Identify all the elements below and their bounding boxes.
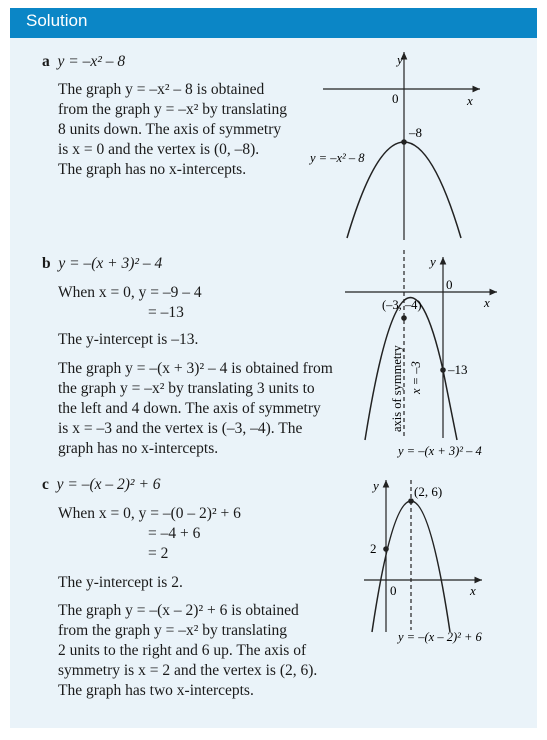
graph-b-vertex-dot <box>401 315 407 321</box>
part-c-work-line: = 2 <box>148 545 169 562</box>
graph-c-y-label: y <box>373 478 379 493</box>
graph-c-x-label: x <box>470 583 476 598</box>
part-b-line: the graph y = –x² by translating 3 units to <box>58 380 315 397</box>
part-c-line: from the graph y = –x² by translating <box>58 622 288 639</box>
part-c-label: c <box>42 476 49 493</box>
graph-c-y-intercept-label: 2 <box>370 541 377 556</box>
graph-b-vertex-label: (–3, –4) <box>382 298 422 312</box>
part-b-equation: y = –(x + 3)² – 4 <box>58 255 163 272</box>
graph-c-vertex-dot <box>408 498 414 504</box>
part-c-line: The graph has two x-intercepts. <box>58 682 254 699</box>
part-c-intercept: The y-intercept is 2. <box>58 574 183 591</box>
graph-a-x-label: x <box>467 93 473 108</box>
graph-a-y-label: y <box>397 52 403 67</box>
graph-c-curve-label: y = –(x – 2)² + 6 <box>398 630 482 644</box>
graph-c-origin: 0 <box>390 583 397 598</box>
part-a-line: 8 units down. The axis of symmetry <box>58 121 282 138</box>
part-c-work-line: When x = 0, y = –(0 – 2)² + 6 <box>58 505 241 522</box>
graph-b <box>345 250 497 458</box>
part-c-line: 2 units to the right and 6 up. The axis of <box>58 642 307 659</box>
graph-b-y-label: y <box>430 254 436 269</box>
part-b-line: is x = –3 and the vertex is (–3, –4). The <box>58 420 303 437</box>
part-a-line: The graph has no x-intercepts. <box>58 161 247 178</box>
graph-b-axis-label: axis of symmetry <box>390 345 404 432</box>
part-c-line: The graph y = –(x – 2)² + 6 is obtained <box>58 602 299 619</box>
part-b-label: b <box>42 255 51 272</box>
part-a-equation: y = –x² – 8 <box>57 53 126 70</box>
graph-a-origin: 0 <box>392 91 399 106</box>
graph-b-y-intercept-label: –13 <box>448 362 468 377</box>
graph-b-y-intercept-dot <box>440 367 446 373</box>
part-c-work-line: = –4 + 6 <box>148 525 201 542</box>
graph-b-curve-label: y = –(x + 3)² – 4 <box>398 444 482 458</box>
part-c-line: symmetry is x = 2 and the vertex is (2, 6). <box>58 662 318 679</box>
part-b-line: The graph y = –(x + 3)² – 4 is obtained from <box>58 360 333 377</box>
part-a-line: from the graph y = –x² by translating <box>58 101 288 118</box>
part-b-line: graph has no x-intercepts. <box>58 440 219 457</box>
graph-b-x-label: x <box>484 295 490 310</box>
part-b-intercept: The y-intercept is –13. <box>58 331 199 348</box>
graph-c <box>364 478 483 644</box>
solution-title: Solution <box>26 11 88 30</box>
part-b-work-line: = –13 <box>148 304 184 321</box>
graph-c-y-intercept-dot <box>383 546 389 552</box>
part-a-label: a <box>42 53 50 70</box>
graph-a-vertex-label: –8 <box>409 125 422 140</box>
part-b-line: the left and 4 down. The axis of symmetry <box>58 400 321 417</box>
graph-a-vertex-dot <box>401 139 407 145</box>
graph-a <box>308 52 480 240</box>
graph-a-curve-label: y = –x² – 8 <box>310 151 365 165</box>
part-b-work-line: When x = 0, y = –9 – 4 <box>58 284 202 301</box>
graph-b-origin: 0 <box>446 277 453 292</box>
graph-b-axis-eq: x = –3 <box>409 361 423 394</box>
part-a-line: is x = 0 and the vertex is (0, –8). <box>58 141 260 158</box>
part-a-line: The graph y = –x² – 8 is obtained <box>58 81 265 98</box>
graph-c-vertex-label: (2, 6) <box>414 484 443 499</box>
part-c-equation: y = –(x – 2)² + 6 <box>56 476 161 493</box>
